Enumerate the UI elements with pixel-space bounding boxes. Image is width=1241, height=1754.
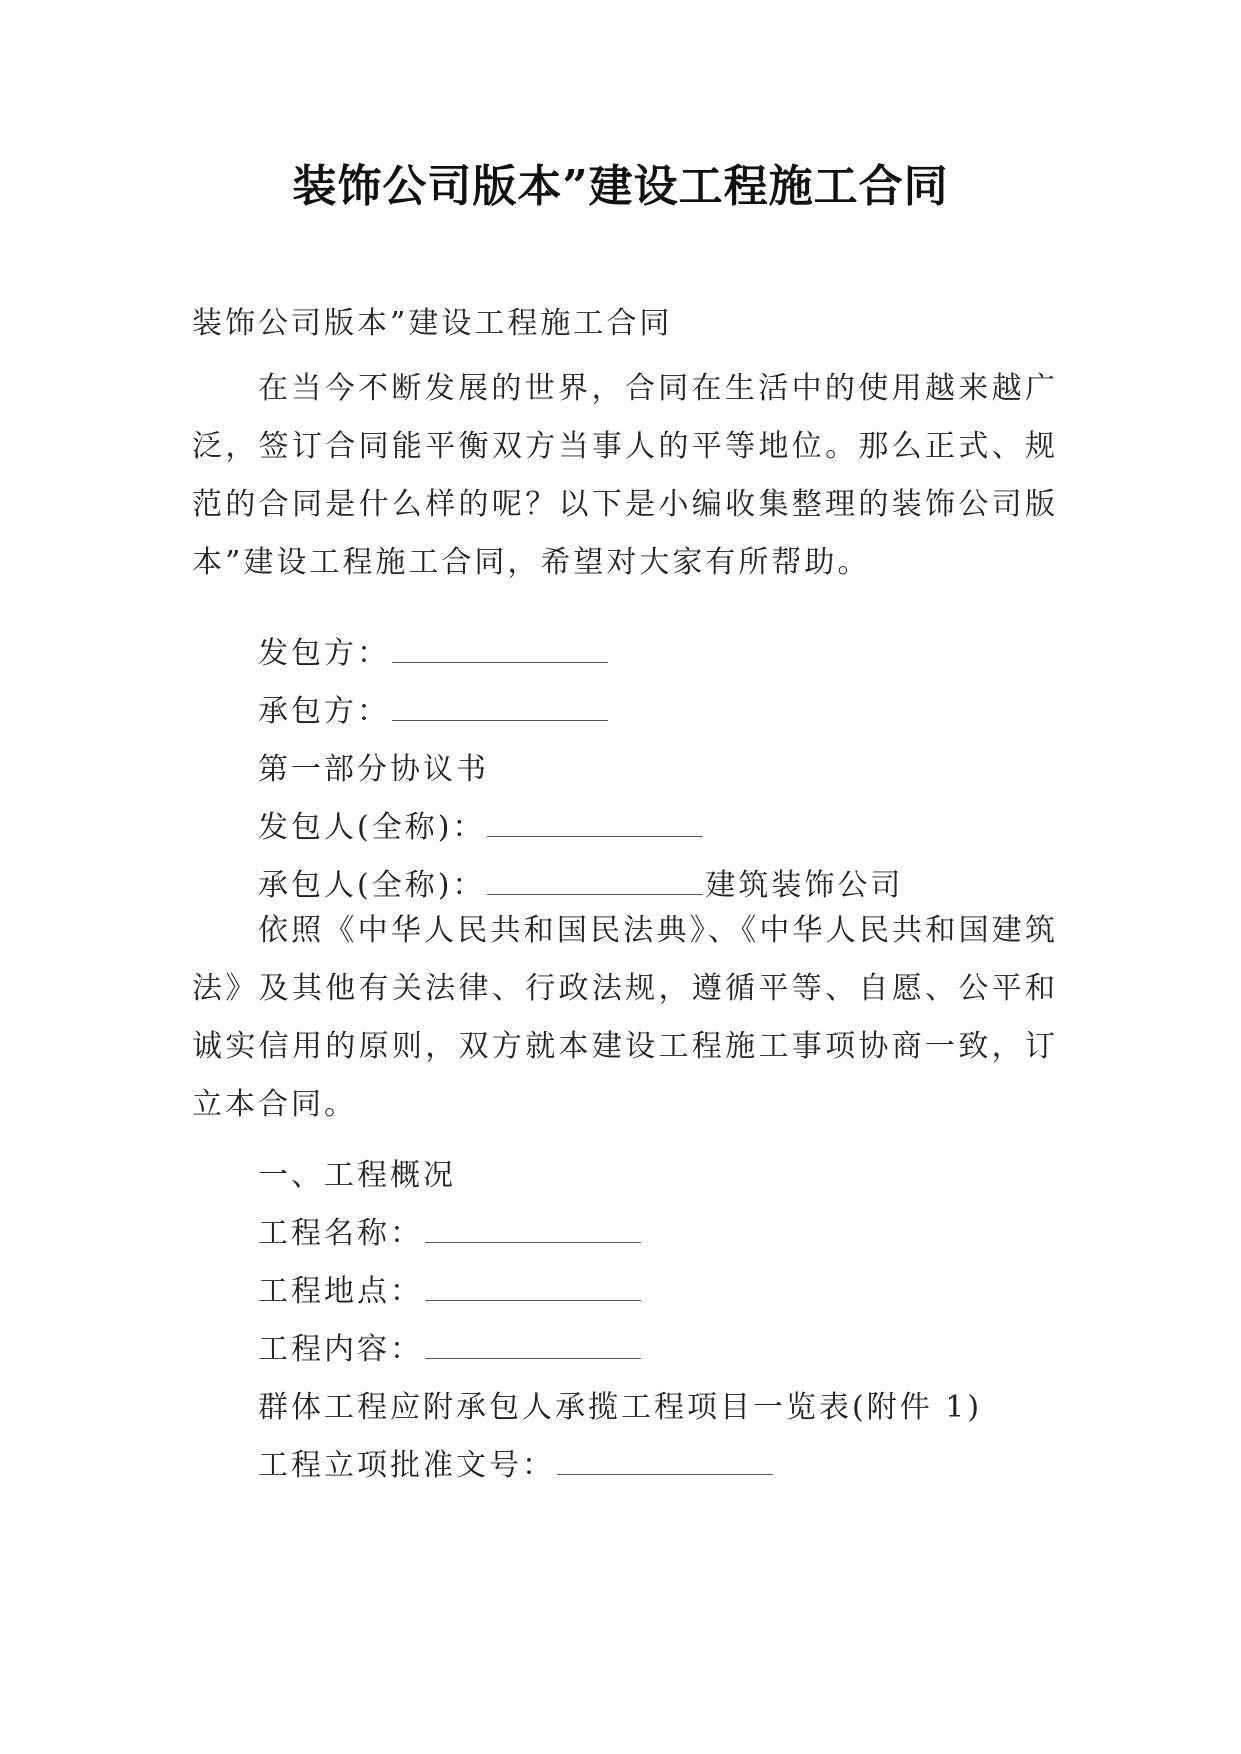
- contractor-blank: [392, 690, 608, 721]
- project-content-blank: [425, 1328, 641, 1359]
- approval-number-label: 工程立项批准文号：: [258, 1448, 555, 1483]
- approval-number-blank: [557, 1444, 773, 1475]
- project-location-label: 工程地点：: [258, 1274, 423, 1309]
- project-content-label: 工程内容：: [258, 1332, 423, 1367]
- employer-line: [258, 628, 610, 672]
- project-location-line: [258, 1266, 643, 1310]
- employer-fullname-blank: [487, 806, 703, 837]
- intro-paragraph: 在当今不断发展的世界，合同在生活中的使用越来越广泛，签订合同能平衡双方当事人的平等地位。那么正式、规范的合同是什么样的呢？以下是小编收集整理的装饰公司版本”建设工程施工合同，希望对大家有所帮助。: [192, 371, 1058, 580]
- document-subtitle: 装饰公司版本”建设工程施工合同: [192, 306, 673, 341]
- contractor-fullname-label: 承包人(全称)：: [258, 868, 486, 903]
- project-content-line: [258, 1324, 643, 1368]
- section-one-heading: 一、工程概况: [258, 1158, 456, 1193]
- contractor-fullname-suffix: 建筑装饰公司: [705, 868, 904, 903]
- document-title: 装饰公司版本”建设工程施工合同: [292, 161, 949, 212]
- project-location-blank: [425, 1270, 641, 1301]
- contractor-fullname-blank: [487, 864, 703, 895]
- contractor-label: 承包方：: [258, 694, 390, 729]
- employer-fullname-line: [258, 802, 705, 846]
- employer-blank: [392, 632, 608, 663]
- project-name-label: 工程名称：: [258, 1216, 423, 1251]
- basis-paragraph: 依照《中华人民共和国民法典》、《中华人民共和国建筑法》及其他有关法律、行政法规，遵循平等、自愿、公平和诚实信用的原则，双方就本建设工程施工事项协商一致，订立本合同。: [192, 913, 1058, 1122]
- contractor-fullname-line: [258, 860, 903, 904]
- part-one-heading: 第一部分协议书: [258, 752, 489, 787]
- employer-label: 发包方：: [258, 636, 390, 671]
- project-name-blank: [425, 1212, 641, 1243]
- employer-fullname-label: 发包人(全称)：: [258, 810, 486, 845]
- approval-number-line: [258, 1440, 775, 1484]
- project-name-line: [258, 1208, 643, 1252]
- contractor-line: [258, 686, 610, 730]
- group-project-note: 群体工程应附承包人承揽工程项目一览表(附件 1): [258, 1390, 983, 1425]
